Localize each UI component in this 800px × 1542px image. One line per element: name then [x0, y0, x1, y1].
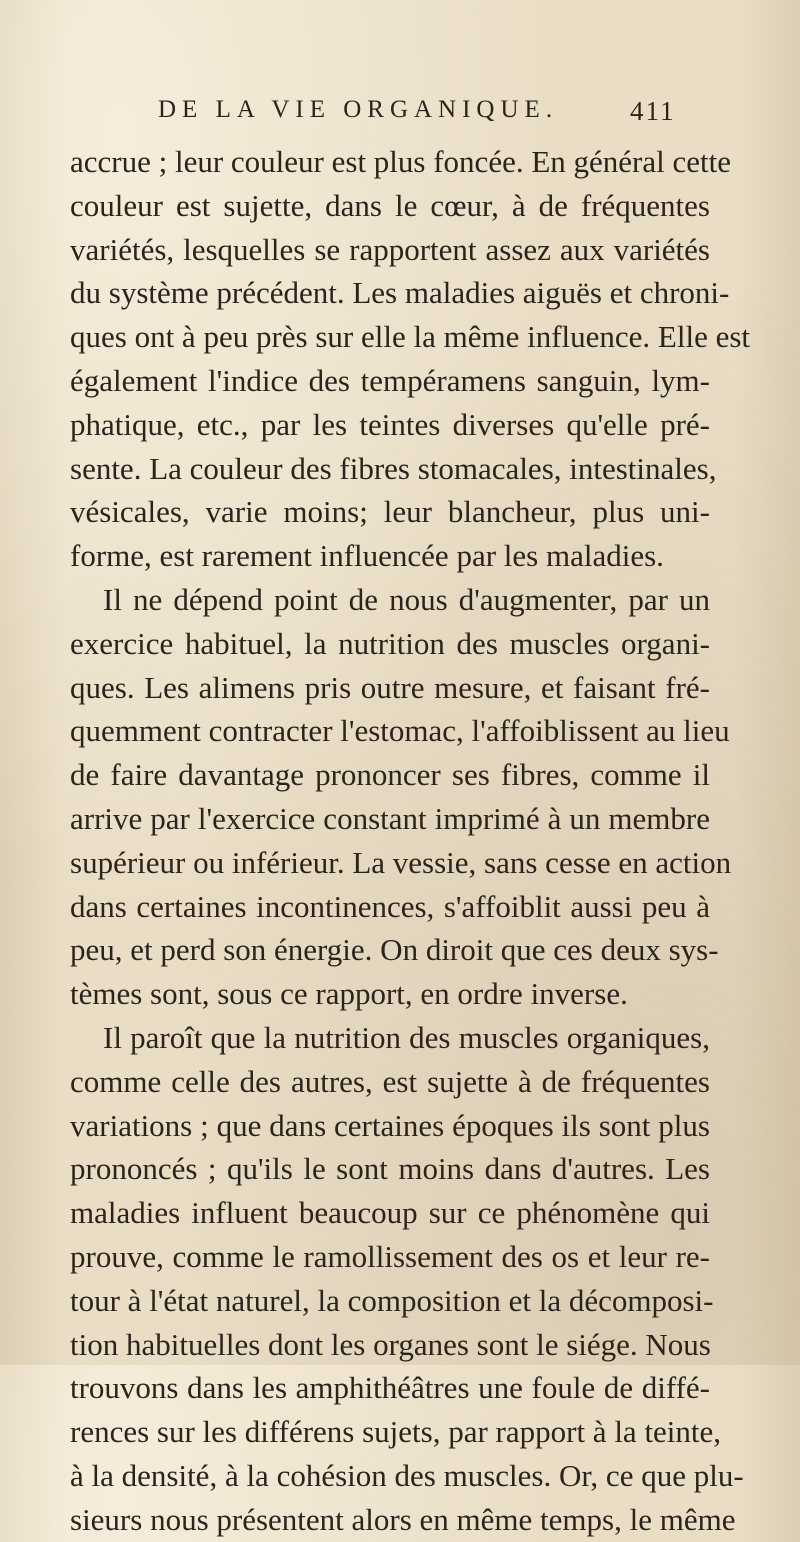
text-line: prononcés ; qu'ils le sont moins dans d'autres. Les	[70, 1151, 710, 1187]
text-line: dans certaines incontinences, s'affoiblit aussi peu à	[70, 888, 710, 924]
text-line: comme celle des autres, est sujette à de fréquentes	[70, 1063, 710, 1099]
text-line: forme, est rarement influencée par les maladies.	[70, 538, 664, 574]
text-line: phatique, etc., par les teintes diverses qu'elle pré-	[70, 406, 710, 442]
text-line: vésicales, varie moins; leur blancheur, plus uni-	[70, 494, 710, 530]
running-head	[158, 96, 798, 136]
text-line: de faire davantage prononcer ses fibres, comme il	[70, 757, 710, 793]
text-line: quemment contracter l'estomac, l'affoiblissent au lieu	[70, 713, 730, 749]
text-line: supérieur ou inférieur. La vessie, sans cesse en action	[70, 844, 732, 880]
text-line: à la densité, à la cohésion des muscles. Or, ce que plu-	[70, 1457, 744, 1493]
text-line: trouvons dans les amphithéâtres une foule de diffé-	[70, 1370, 710, 1406]
text-line: sieurs nous présentent alors en même temps, le même	[70, 1501, 736, 1537]
text-line: du système précédent. Les maladies aiguës et chroni-	[70, 275, 730, 311]
text-line: variétés, lesquelles se rapportent assez aux variétés	[70, 231, 710, 267]
paragraph-start-line: Il paroît que la nutrition des muscles organiques,	[103, 1019, 710, 1055]
text-line: peu, et perd son énergie. On diroit que ces deux sys-	[70, 932, 719, 968]
text-line: exercice habituel, la nutrition des muscles organi-	[70, 625, 710, 661]
text-line: sente. La couleur des fibres stomacales, intestinales,	[70, 450, 717, 486]
text-line: maladies influent beaucoup sur ce phénomène qui	[70, 1195, 710, 1231]
running-title: DE LA VIE ORGANIQUE.	[158, 96, 559, 123]
text-line: accrue ; leur couleur est plus foncée. En général cette	[70, 144, 731, 179]
paragraph-start-line: Il ne dépend point de nous d'augmenter, par un	[103, 581, 710, 617]
text-line: également l'indice des tempéramens sanguin, lym-	[70, 362, 710, 398]
text-line: ques ont à peu près sur elle la même influence. Elle est	[70, 319, 751, 355]
text-line: tour à l'état naturel, la composition et la décomposi-	[70, 1282, 714, 1318]
text-line: couleur est sujette, dans le cœur, à de fréquentes	[70, 187, 710, 223]
text-line: rences sur les différens sujets, par rapport à la teinte,	[70, 1414, 722, 1450]
text-line: ques. Les alimens pris outre mesure, et faisant fré-	[70, 669, 710, 705]
text-line: variations ; que dans certaines époques ils sont plus	[70, 1107, 710, 1143]
text-line: prouve, comme le ramollissement des os et leur re-	[70, 1238, 710, 1274]
body-text	[70, 140, 751, 1542]
text-line: tion habituelles dont les organes sont le siége. Nous	[70, 1326, 711, 1362]
text-line: arrive par l'exercice constant imprimé à un membre	[70, 800, 710, 836]
page-number: 411	[630, 96, 676, 126]
text-line: tèmes sont, sous ce rapport, en ordre inverse.	[70, 976, 628, 1012]
